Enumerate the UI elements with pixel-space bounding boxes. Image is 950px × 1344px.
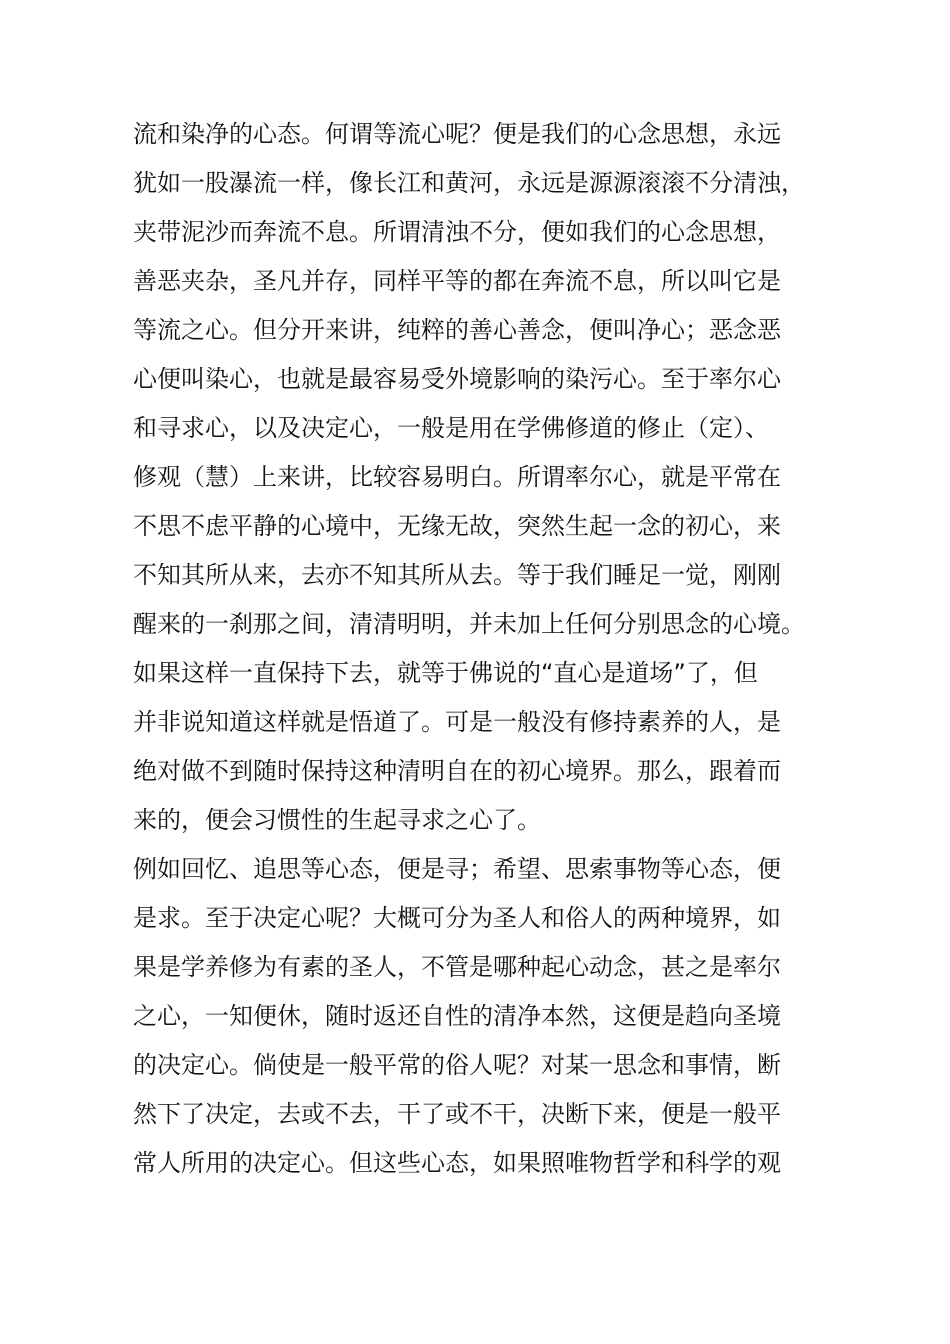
text-line: 是求。至于决定心呢？大概可分为圣人和俗人的两种境界，如 bbox=[133, 904, 781, 932]
text-line: 的决定心。倘使是一般平常的俗人呢？对某一思念和事情，断 bbox=[133, 1051, 781, 1079]
text-line: 绝对做不到随时保持这种清明自在的初心境界。那么，跟着而 bbox=[133, 757, 781, 785]
text-line: 修观（慧）上来讲，比较容易明白。所谓率尔心，就是平常在 bbox=[133, 463, 781, 491]
text-line: 并非说知道这样就是悟道了。可是一般没有修持素养的人，是 bbox=[133, 708, 781, 736]
text-line: 醒来的一刹那之间，清清明明，并未加上任何分别思念的心境。 bbox=[133, 610, 805, 638]
text-line: 犹如一股瀑流一样，像长江和黄河，永远是源源滚滚不分清浊， bbox=[133, 169, 805, 197]
text-line: 等流之心。但分开来讲，纯粹的善心善念，便叫净心；恶念恶 bbox=[133, 316, 781, 344]
text-line: 之心，一知便休，随时返还自性的清净本然，这便是趋向圣境 bbox=[133, 1002, 781, 1030]
text-line: 和寻求心，以及决定心，一般是用在学佛修道的修止（定）、 bbox=[133, 414, 769, 442]
text-line: 例如回忆、追思等心态，便是寻；希望、思索事物等心态，便 bbox=[133, 855, 781, 883]
text-line: 心便叫染心，也就是最容易受外境影响的染污心。至于率尔心 bbox=[133, 365, 781, 393]
body-text bbox=[133, 110, 853, 1188]
text-line: 善恶夹杂，圣凡并存，同样平等的都在奔流不息，所以叫它是 bbox=[133, 267, 781, 295]
text-line: 如果这样一直保持下去，就等于佛说的“直心是道场”了，但 bbox=[133, 659, 758, 687]
text-line: 流和染净的心态。何谓等流心呢？便是我们的心念思想，永远 bbox=[133, 120, 781, 148]
text-line: 常人所用的决定心。但这些心态，如果照唯物哲学和科学的观 bbox=[133, 1149, 781, 1177]
text-line: 夹带泥沙而奔流不息。所谓清浊不分，便如我们的心念思想， bbox=[133, 218, 781, 246]
text-line: 然下了决定，去或不去，干了或不干，决断下来，便是一般平 bbox=[133, 1100, 781, 1128]
text-line: 果是学养修为有素的圣人，不管是哪种起心动念，甚之是率尔 bbox=[133, 953, 781, 981]
text-line: 不知其所从来，去亦不知其所从去。等于我们睡足一觉，刚刚 bbox=[133, 561, 781, 589]
text-line: 不思不虑平静的心境中，无缘无故，突然生起一念的初心，来 bbox=[133, 512, 781, 540]
text-line: 来的，便会习惯性的生起寻求之心了。 bbox=[133, 806, 541, 834]
